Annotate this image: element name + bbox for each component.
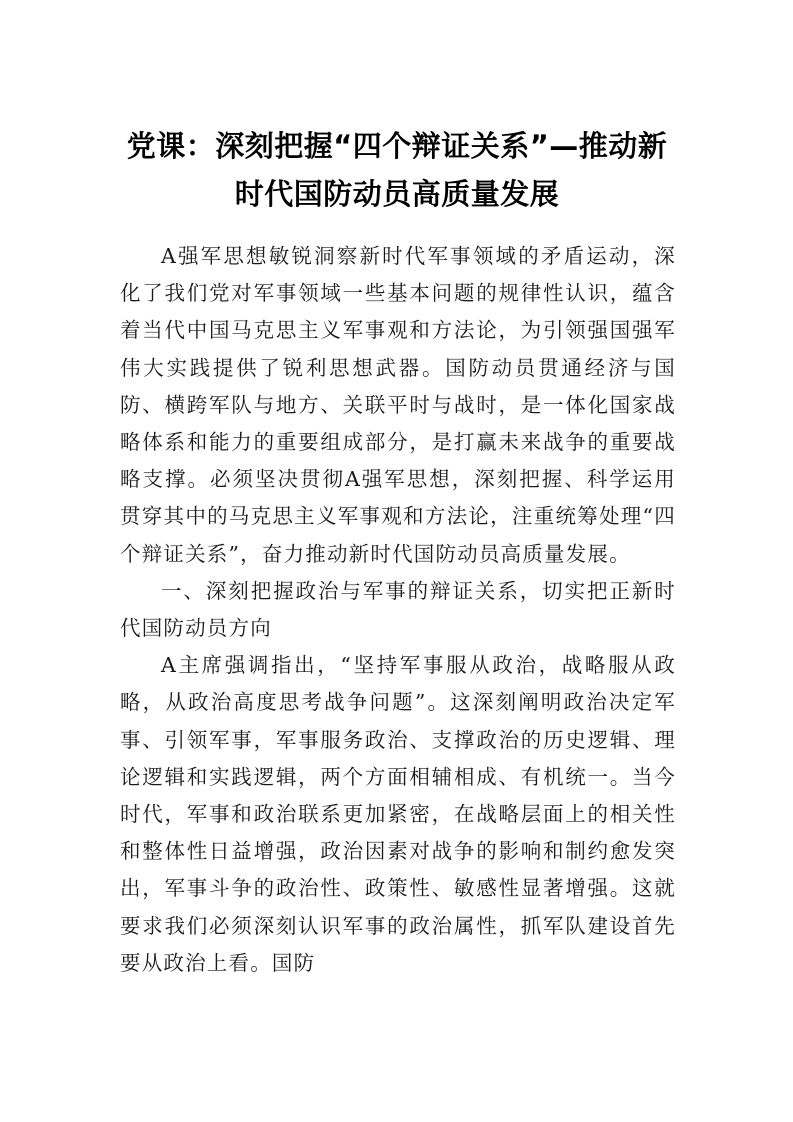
section-heading-1: 一、深刻把握政治与军事的辩证关系，切实把正新时代国防动员方向 [120,578,676,641]
document-title: 党课：深刻把握“四个辩证关系”—推动新时代国防动员高质量发展 [126,129,668,211]
paragraph-section-1: A主席强调指出，“坚持军事服从政治，战略服从政略，从政治高度思考战争问题”。这深刻阐明政治决定军事、引领军事，军事服务政治、支撑政治的历史逻辑、理论逻辑和实践逻辑，两个方面相辅相成、有机统一。当今时代，军事和政治联系更加紧密，在战略层面上的相关性和整体性日益增强，政治因素对战争的影响和制约愈发突出，军事斗争的政治性、政策性、敏感性显著增强。这就要求我们必须深刻认识军事的政治属性，抓军队建设首先要从政治上看。国防 [120,653,676,975]
paragraph-intro: A强军思想敏锐洞察新时代军事领域的矛盾运动，深化了我们党对军事领域一些基本问题的规律性认识，蕴含着当代中国马克思主义军事观和方法论，为引领强国强军伟大实践提供了锐利思想武器。国防动员贯通经济与国防、横跨军队与地方、关联平时与战时，是一体化国家战略体系和能力的重要组成部分，是打赢未来战争的重要战略支撑。必须坚决贯彻A强军思想，深刻把握、科学运用贯穿其中的马克思主义军事观和方法论，注重统筹处理“四个辩证关系”，奋力推动新时代国防动员高质量发展。 [120,244,676,566]
document-body [120,238,676,982]
